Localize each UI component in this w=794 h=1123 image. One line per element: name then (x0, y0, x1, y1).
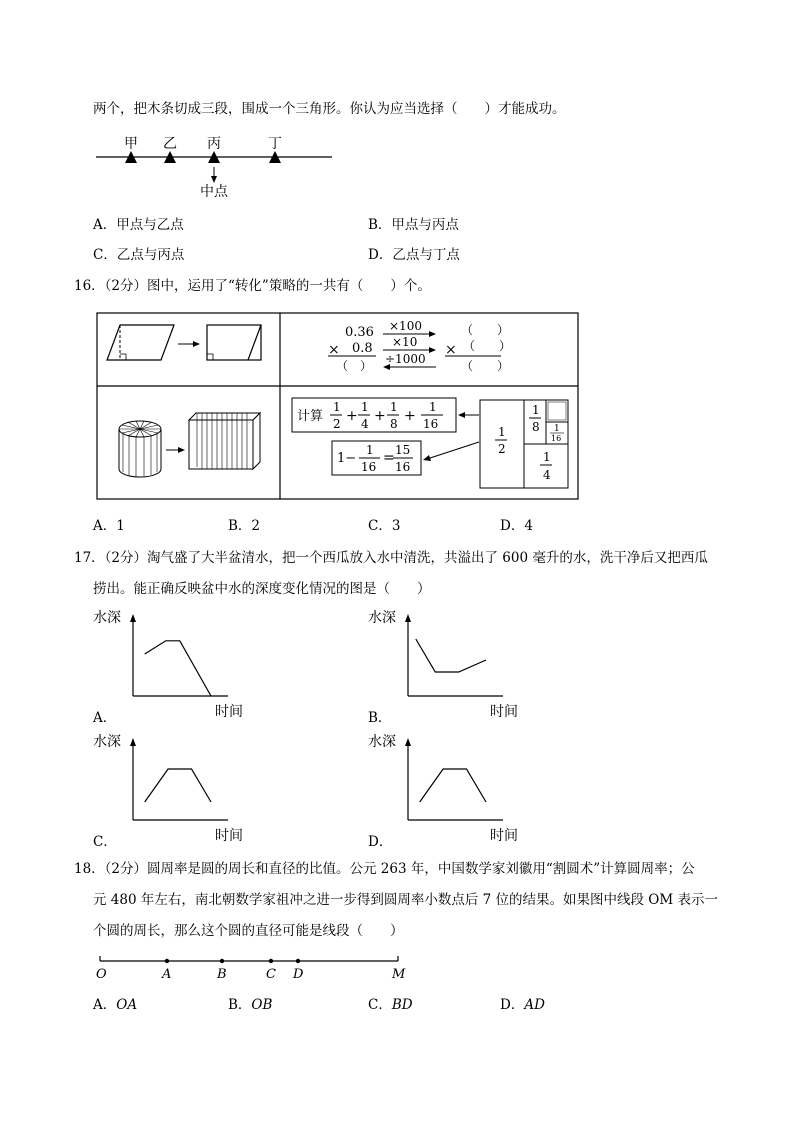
depth-curve (416, 639, 486, 672)
svg-text:16: 16 (395, 460, 411, 474)
svg-text:2: 2 (498, 442, 506, 456)
svg-text:1: 1 (554, 424, 560, 434)
point-a-label: A (162, 967, 172, 982)
svg-text:1: 1 (361, 400, 369, 414)
y-axis-arrow (405, 738, 411, 746)
x-axis-label: 时间 (215, 704, 243, 720)
q16-option-b[interactable]: B．2 (228, 518, 261, 534)
q18-segment-diagram (90, 952, 410, 984)
svg-text:2: 2 (333, 417, 341, 431)
q16-option-d[interactable]: D．4 (500, 518, 533, 534)
svg-text:8: 8 (532, 420, 540, 434)
svg-text:1: 1 (498, 425, 506, 439)
q16-figure-grid (96, 312, 582, 502)
point-a-dot (165, 959, 169, 963)
q15-option-d[interactable]: D．乙点与丁点 (368, 247, 460, 263)
svg-text:0.8: 0.8 (352, 341, 373, 356)
q18-stem-line3: 个圆的周长，那么这个圆的直径可能是线段（ ） (93, 923, 404, 939)
point-label-jia: 甲 (124, 136, 138, 152)
point-c-dot (269, 959, 273, 963)
svg-text:+: + (374, 408, 386, 424)
svg-text:4: 4 (543, 468, 551, 482)
svg-text:（ ）: （ ） (461, 323, 510, 337)
y-axis-arrow (405, 614, 411, 622)
svg-text:16: 16 (423, 417, 439, 431)
q16-stem: 16．（2分）图中，运用了“转化”策略的一共有（ ）个。 (74, 278, 431, 294)
point-d-label: D (293, 967, 304, 982)
point-m-label: M (392, 967, 406, 982)
q16-option-a[interactable]: A．1 (93, 518, 125, 534)
graph-letter: C． (93, 834, 117, 850)
q18-option-c[interactable]: C．BD (368, 997, 413, 1013)
y-axis-label: 水深 (368, 734, 396, 750)
x-axis-label: 时间 (490, 704, 518, 720)
point-d-dot (296, 959, 300, 963)
svg-text:1: 1 (543, 450, 551, 464)
midpoint-label: 中点 (200, 184, 228, 200)
svg-text:×: × (445, 342, 457, 358)
q17-graph-b[interactable] (368, 608, 528, 726)
depth-curve (145, 769, 211, 802)
svg-text:+: + (346, 408, 358, 424)
y-axis-arrow (130, 614, 136, 622)
svg-text:（ ）: （ ） (461, 359, 510, 373)
svg-text:8: 8 (390, 417, 398, 431)
point-o-label: O (96, 967, 107, 982)
point-b-label: B (217, 967, 227, 982)
q17-graph-a[interactable] (93, 608, 253, 726)
svg-text:1: 1 (429, 400, 437, 414)
depth-curve (145, 641, 211, 696)
q15-stem-line: 两个，把木条切成三段，围成一个三角形。你认为应当选择（ ）才能成功。 (93, 101, 566, 117)
q17-graph-d[interactable] (368, 732, 528, 850)
q16-option-c[interactable]: C．3 (368, 518, 401, 534)
point-b-dot (220, 959, 224, 963)
parallelogram-to-rectangle-figure (107, 325, 261, 360)
point-label-yi: 乙 (163, 136, 177, 152)
graph-letter: B． (368, 710, 392, 726)
y-axis-label: 水深 (93, 610, 121, 626)
y-axis-label: 水深 (93, 734, 121, 750)
svg-text:4: 4 (361, 417, 369, 431)
svg-text:（ ）: （ ） (463, 339, 512, 353)
svg-text:1−: 1− (337, 451, 357, 466)
q18-option-d[interactable]: D．AD (500, 997, 545, 1013)
q17-graph-c[interactable] (93, 732, 253, 850)
cylinder-to-cuboid-figure (119, 413, 260, 477)
q18-stem-line2: 元 480 年左右，南北朝数学家祖冲之进一步得到圆周率小数点后 7 位的结果。如果图中线段 OM 表示一 (93, 892, 718, 908)
q15-stick-diagram (90, 130, 340, 205)
point-c-label: C (266, 967, 276, 982)
svg-text:×: × (328, 342, 340, 358)
q18-option-a[interactable]: A．OA (93, 997, 138, 1013)
graph-letter: A． (93, 710, 117, 726)
q17-stem-line1: 17．（2分）淘气盛了大半盆清水，把一个西瓜放入水中清洗，共溢出了 600 毫升的水，洗干净后又把西瓜 (74, 550, 708, 566)
svg-text:1: 1 (532, 403, 540, 417)
q17-stem-line2: 捞出。能正确反映盆中水的深度变化情况的图是（ ） (93, 581, 431, 597)
q15-option-a[interactable]: A．甲点与乙点 (93, 217, 184, 233)
svg-text:（ ）: （ ） (336, 359, 373, 373)
q15-option-b[interactable]: B．甲点与丙点 (368, 217, 459, 233)
y-axis-arrow (130, 738, 136, 746)
svg-text:0.36: 0.36 (345, 325, 374, 340)
q18-stem-line1: 18．（2分）圆周率是圆的周长和直径的比值。公元 263 年，中国数学家刘徽用“割圆术”计算圆周率；公 (74, 861, 695, 877)
svg-text:1: 1 (366, 443, 374, 457)
x-axis-label: 时间 (490, 828, 518, 844)
fraction-sum-figure (292, 398, 568, 488)
svg-text:+: + (404, 408, 416, 424)
graph-letter: D． (368, 834, 393, 850)
svg-text:15: 15 (395, 443, 411, 457)
svg-text:1: 1 (333, 400, 341, 414)
midpoint-arrow-head (211, 176, 217, 183)
svg-text:16: 16 (361, 460, 377, 474)
point-label-ding: 丁 (268, 136, 282, 152)
x-axis-label: 时间 (215, 828, 243, 844)
svg-text:计算: 计算 (297, 409, 324, 424)
svg-text:16: 16 (551, 434, 562, 443)
svg-text:×100: ×100 (389, 319, 422, 333)
depth-curve (420, 769, 486, 802)
svg-text:×10: ×10 (392, 335, 418, 349)
y-axis-label: 水深 (368, 610, 396, 626)
point-label-bing: 丙 (207, 136, 221, 152)
decimal-multiplication-figure (328, 319, 511, 373)
svg-text:=: = (383, 450, 395, 466)
svg-text:1: 1 (390, 400, 398, 414)
q15-option-c[interactable]: C．乙点与丙点 (93, 247, 185, 263)
q18-option-b[interactable]: B．OB (228, 997, 273, 1013)
svg-text:÷1000: ÷1000 (385, 352, 426, 366)
